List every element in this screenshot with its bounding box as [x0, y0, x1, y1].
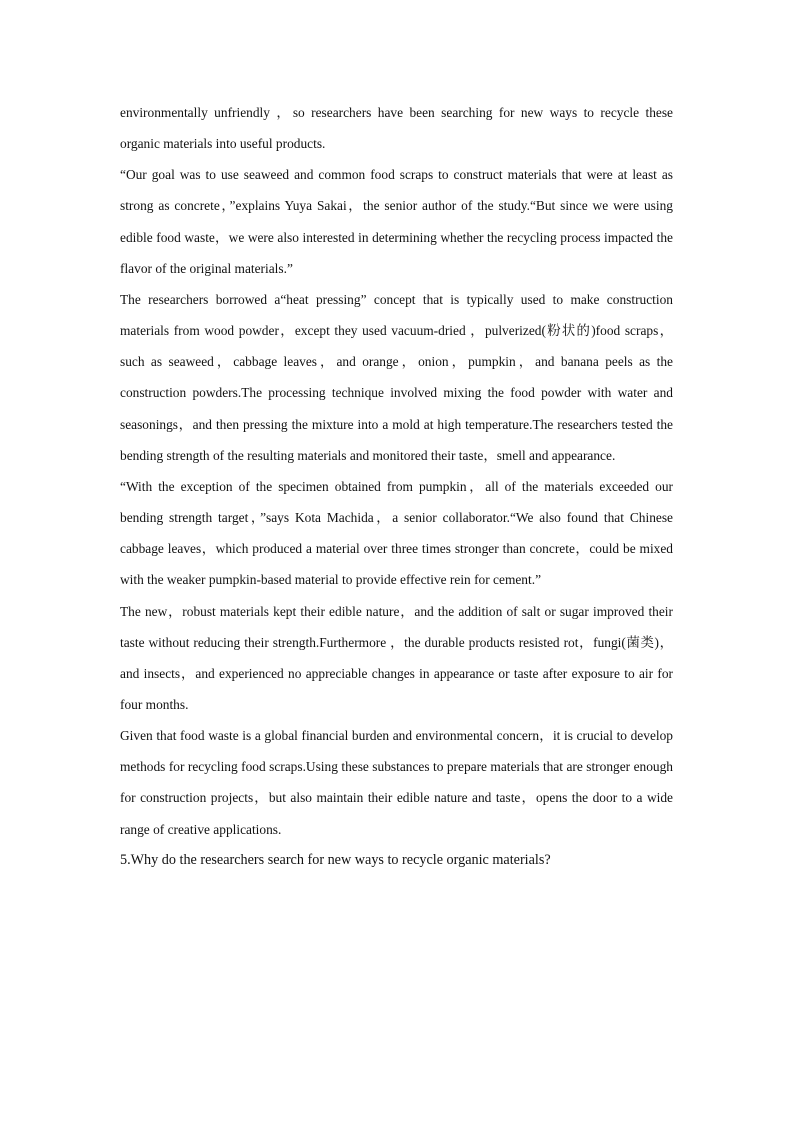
paragraph-6: Given that food waste is a global financial burden and environmental concern，it is crucial to develop methods for recycling food scraps.Using these substances to prepare materials that are stronger enough for construction projects，but also maintain their edible nature and taste，opens the door to a wide range of creative applications. — [120, 728, 673, 837]
question-5: 5.Why do the researchers search for new ways to recycle organic materials? — [120, 851, 551, 868]
paragraph-2: “Our goal was to use seaweed and common food scraps to construct materials that were at least as strong as concrete，”explains Yuya Sakai，the senior author of the study.“But since we were using edible food waste，we were also interested in determining whether the recycling process impacted the flavor of the original materials.” — [120, 167, 673, 276]
paragraph-5: The new，robust materials kept their edible nature，and the addition of salt or sugar improved their taste without reducing their strength.Furthermore ，the durable products resisted rot，fungi(菌类)，and insects，and experienced no appreciable changes in appearance or taste after exposure to air for four months. — [120, 603, 673, 712]
paragraph-4: “With the exception of the specimen obtained from pumpkin，all of the materials exceeded our bending strength target，”says Kota Machida，a senior collaborator.“We also found that Chinese cabbage leaves，which produced a material over three times stronger than concrete，could be mixed with the weaker pumpkin-based material to provide effective rein for cement.” — [120, 478, 673, 588]
paragraph-1: environmentally unfriendly ，so researchers have been searching for new ways to recycle these organic materials into useful products. — [120, 105, 673, 152]
paragraph-3: The researchers borrowed a“heat pressing” concept that is typically used to make construction materials from wood powder，except they used vacuum-dried ，pulverized(粉状的)food scraps，such as seaweed，cabbage leaves，and orange，onion，pumpkin，and banana peels as the construction powders.The processing technique involved mixing the food powder with water and seasonings，and then pressing the mixture into a mold at high temperature.The researchers tested the bending strength of the resulting materials and monitored their taste，smell and appearance. — [120, 291, 673, 463]
article-body — [120, 97, 673, 876]
